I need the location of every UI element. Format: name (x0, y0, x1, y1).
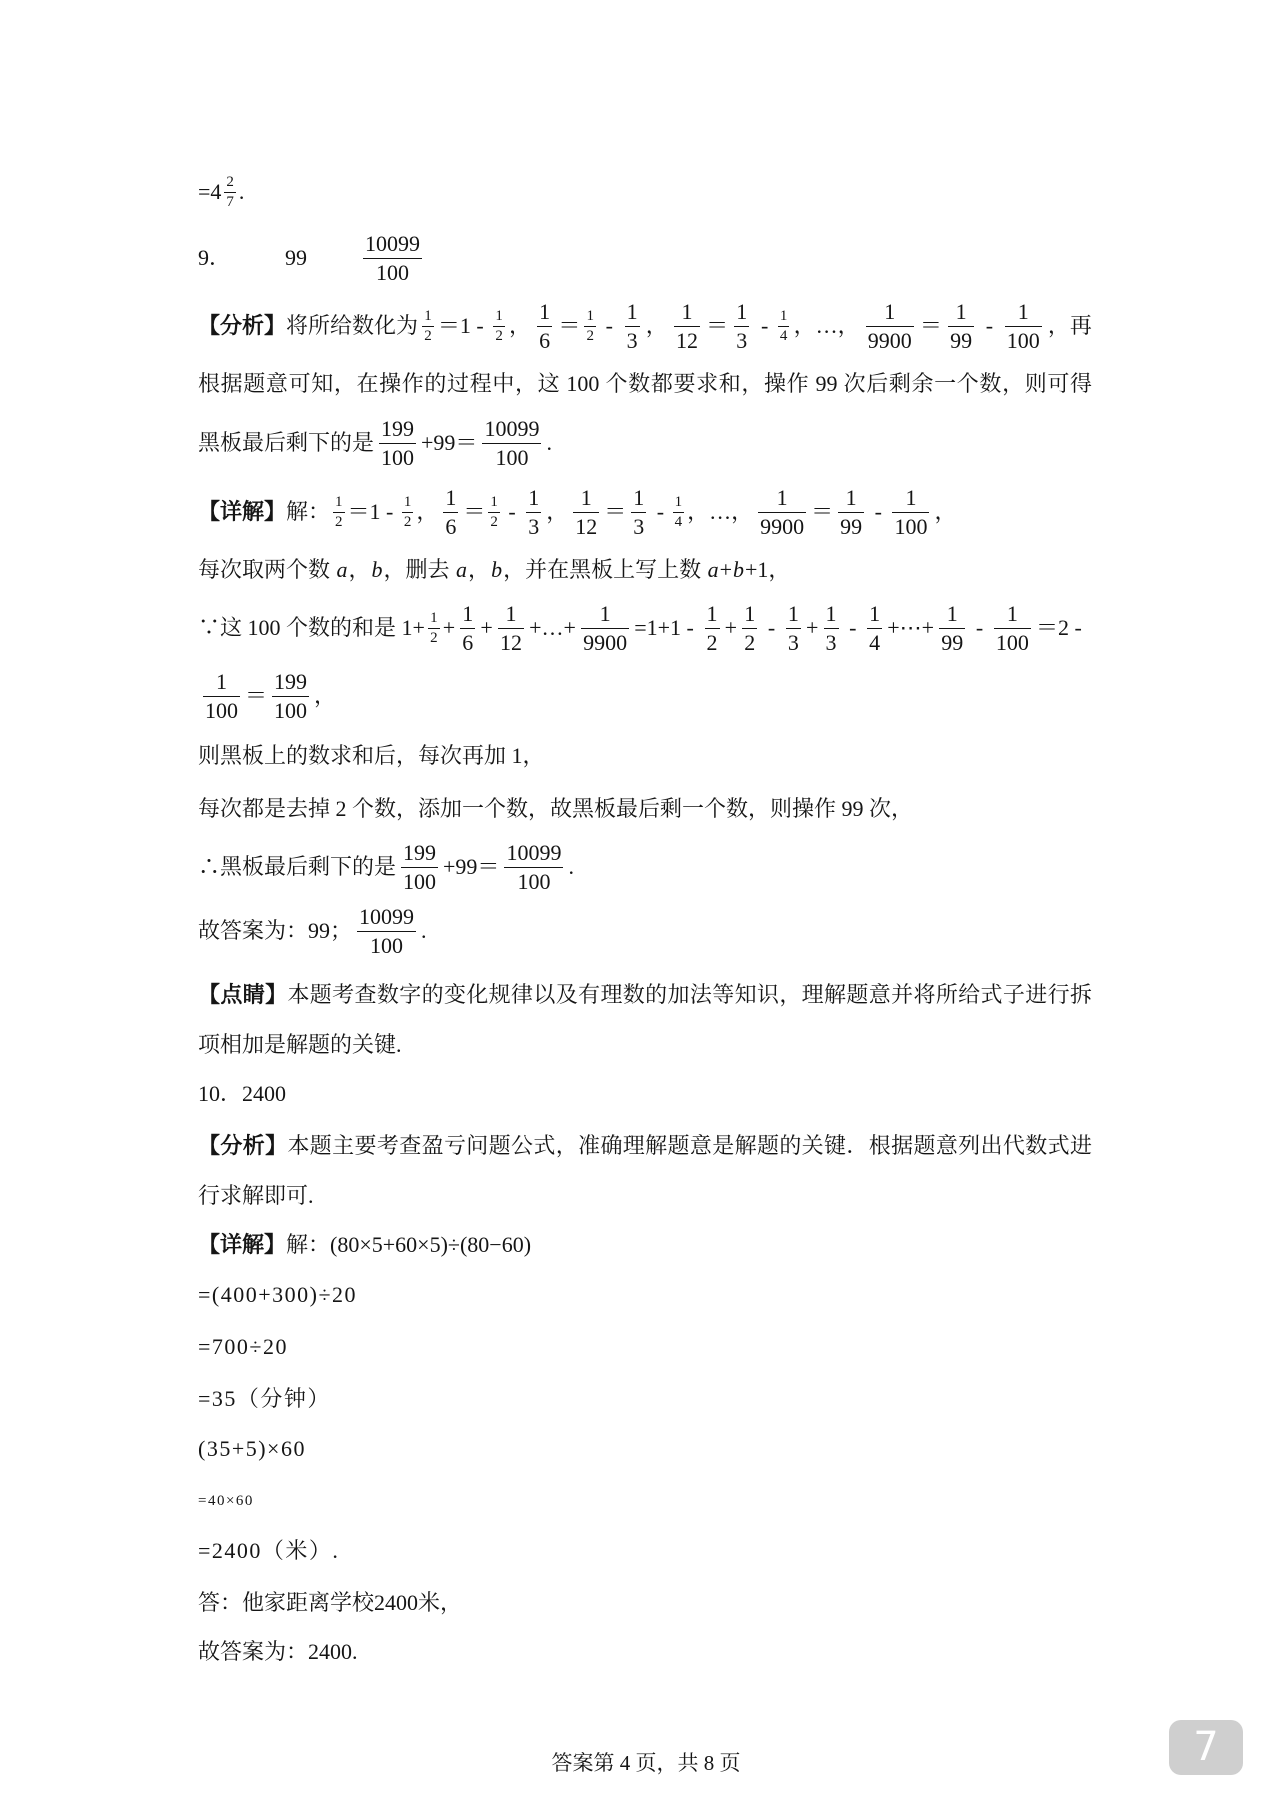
text-run: ＝ (919, 313, 942, 338)
text-run: ＝ (604, 499, 627, 524)
text-run: - (869, 499, 888, 524)
fraction-numerator: 1 (905, 484, 917, 510)
text-run: =4 (198, 179, 222, 204)
fraction-numerator: 1 (580, 484, 592, 510)
fraction-denominator: 3 (825, 629, 837, 655)
fraction (734, 298, 749, 353)
fraction-denominator: 100 (995, 629, 1029, 655)
q10-solution-line (198, 1419, 306, 1479)
text-run: - (762, 615, 781, 640)
text-run: - (843, 615, 862, 640)
fraction (824, 600, 839, 655)
text-run: ＝2 - (1035, 615, 1082, 640)
section-label: 【点睛】 (198, 982, 288, 1007)
fraction-denominator: 2 (490, 513, 498, 530)
text-run: 每次取两个数 (198, 557, 336, 582)
fraction-denominator: 99 (840, 513, 863, 539)
fraction-denominator: 100 (274, 697, 308, 723)
section-label: 【详解】 (198, 1232, 287, 1257)
text-run: ，…， (687, 499, 754, 524)
fraction-numerator: 1 (633, 484, 645, 510)
text-run: (35+5)×60 (198, 1436, 306, 1461)
fraction-numerator: 2 (226, 173, 234, 190)
fraction (443, 484, 458, 539)
fraction (363, 230, 422, 285)
text-run: ， (416, 499, 439, 524)
text-run: - (502, 499, 522, 524)
fraction-numerator: 1 (884, 298, 896, 324)
fraction (422, 309, 434, 344)
fraction-numerator: 1 (674, 493, 683, 510)
fraction (838, 484, 864, 539)
fraction-numerator: 1 (528, 484, 540, 510)
text-run: 根据题意可知，在操作的过程中，这 100 个数都要求和，操作 99 次后剩余一个数，则可得 (198, 371, 1092, 396)
math-variable: b (371, 557, 383, 582)
text-run: - (651, 499, 670, 524)
fraction-denominator: 6 (462, 629, 474, 655)
fraction (994, 600, 1031, 655)
fraction-denominator: 100 (482, 443, 541, 469)
fraction-numerator: 199 (381, 415, 415, 441)
text-run-body: 解：(80×5+60×5)÷(80−60) (286, 1232, 532, 1257)
text-run: . (421, 918, 427, 943)
fraction (203, 668, 240, 723)
fraction-denominator: 12 (575, 513, 598, 539)
text-run: ， (645, 313, 668, 338)
fraction-numerator: 10099 (365, 230, 421, 256)
fraction-denominator: 9900 (867, 327, 912, 353)
text-run: ＝ (558, 313, 581, 338)
fraction-denominator: 2 (335, 513, 343, 530)
section-label: 【分析】 (198, 1133, 288, 1158)
text-run: 故答案为：99； (198, 918, 353, 943)
fraction-denominator: 6 (445, 513, 457, 539)
fraction-numerator: 1 (430, 609, 438, 626)
text-run: ，再 (1047, 313, 1092, 338)
fraction-numerator: 1 (779, 307, 788, 324)
text-run-body: 本题主要考查盈亏问题公式，准确理解题意是解题的关键．根据题意列出代数式进 (287, 1133, 1092, 1158)
fraction-denominator: 100 (205, 697, 238, 723)
fraction-denominator: 100 (381, 444, 415, 470)
text-run: ，并在黑板上写上数 (503, 557, 707, 582)
math-variable: a (707, 557, 719, 582)
fraction-denominator: 3 (626, 327, 638, 353)
math-variable: a (336, 557, 348, 582)
fraction-denominator: 100 (403, 868, 437, 894)
q9-answer-line (198, 228, 427, 288)
fraction-numerator: 1 (586, 307, 594, 324)
fraction-numerator: 1 (776, 484, 788, 510)
fraction-numerator: 1 (539, 298, 551, 324)
fraction-denominator: 4 (869, 629, 881, 655)
fraction (272, 668, 309, 723)
fraction (778, 309, 790, 344)
text-run (198, 984, 1092, 1006)
fraction-numerator: 1 (462, 600, 474, 626)
fraction-numerator: 1 (216, 668, 227, 694)
text-run: 99 (285, 245, 308, 270)
fraction-numerator: 199 (403, 839, 437, 865)
fraction (401, 839, 438, 894)
text-run: 9． (198, 245, 232, 270)
fraction-denominator: 3 (528, 513, 540, 539)
fraction-numerator: 1 (706, 600, 718, 626)
fraction (758, 484, 806, 539)
section-label: 【详解】 (198, 499, 287, 524)
q10-solution-line (198, 1521, 339, 1581)
q9-analysis-line (198, 413, 552, 473)
fraction-numerator: 1 (736, 298, 748, 324)
text-run (198, 1135, 1092, 1157)
q9-solution-line (198, 598, 1082, 658)
text-run: ， (508, 313, 531, 338)
fraction (526, 484, 541, 539)
fraction (504, 839, 563, 894)
fraction (402, 495, 414, 530)
fraction (498, 600, 524, 655)
text-run: ＝ (811, 499, 834, 524)
text-run: =(400+300)÷20 (198, 1282, 358, 1307)
q9-final-answer-line (198, 901, 427, 961)
fraction-numerator: 1 (505, 600, 517, 626)
text-run-body: 解： (286, 499, 331, 524)
fraction-numerator: 10099 (506, 839, 562, 865)
fraction-denominator: 100 (357, 931, 416, 957)
fraction-denominator: 2 (430, 629, 438, 646)
text-run: + (719, 557, 732, 582)
fraction-numerator: 1 (825, 600, 837, 626)
q9-analysis-line (198, 296, 1092, 356)
fraction-denominator: 2 (706, 629, 718, 655)
fraction-denominator: 2 (495, 327, 503, 344)
fraction-denominator: 12 (499, 629, 522, 655)
fraction-numerator: 1 (787, 600, 799, 626)
fraction-numerator: 1 (490, 493, 498, 510)
text-run (198, 315, 418, 337)
fraction-denominator: 9900 (760, 513, 805, 539)
text-run: ， (468, 557, 491, 582)
text-run: 答：他家距离学校2400米， (198, 1590, 463, 1615)
text-run: +1， (745, 557, 791, 582)
text-run: 10．2400 (198, 1081, 287, 1106)
fraction-denominator: 100 (363, 258, 422, 284)
fraction-numerator: 1 (1006, 600, 1018, 626)
text-run: ， (348, 557, 371, 582)
text-run: ， (546, 499, 569, 524)
text-run: ，删去 (383, 557, 456, 582)
text-run: ＝ (706, 313, 729, 338)
fraction (742, 600, 757, 655)
text-run: 行求解即可. (198, 1183, 314, 1208)
fraction-numerator: 1 (424, 307, 432, 324)
fraction-denominator: 3 (633, 513, 645, 539)
text-run: ＝ (463, 499, 486, 524)
text-run: ＝1 - (437, 313, 490, 338)
text-run: ，…， (793, 313, 860, 338)
fraction (786, 600, 801, 655)
fraction-denominator: 100 (1006, 327, 1040, 353)
fraction-denominator: 3 (787, 629, 799, 655)
fraction (625, 298, 640, 353)
text-run: 则黑板上的数求和后，每次再加 1， (198, 743, 545, 768)
fraction (460, 600, 475, 655)
fraction (488, 495, 500, 530)
fraction-numerator: 199 (274, 668, 308, 694)
text-run: . (238, 179, 245, 204)
text-run-body: 将所给数化为 (286, 313, 419, 338)
text-run: 黑板最后剩下的是 (198, 430, 375, 455)
fraction (866, 298, 914, 353)
text-run: + (805, 615, 819, 640)
fraction-denominator: 2 (586, 327, 594, 344)
text-run (198, 501, 330, 523)
text-run: =35（分钟） (198, 1386, 331, 1411)
text-run: =40×60 (198, 1492, 254, 1509)
fraction (673, 495, 685, 530)
fraction (482, 415, 541, 470)
text-run: - (980, 313, 999, 338)
q8-result-line (198, 162, 244, 222)
page-number-badge: 7 (1169, 1720, 1243, 1775)
q10-answer-line (198, 1064, 286, 1124)
fraction-denominator: 100 (504, 867, 563, 893)
fraction (357, 903, 416, 958)
text-run: +⋯+ (887, 615, 935, 640)
fraction (224, 175, 236, 210)
text-run: + (480, 615, 493, 640)
text-run: 每次都是去掉 2 个数，添加一个数，故黑板最后剩一个数，则操作 99 次， (198, 796, 914, 821)
page-footer: 答案第 4 页，共 8 页 (551, 1751, 741, 1775)
fraction-numerator: 1 (744, 600, 756, 626)
fraction (705, 600, 720, 655)
fraction-numerator: 1 (403, 493, 412, 510)
text-run: ＝ (245, 683, 268, 708)
fraction (537, 298, 552, 353)
q10-solution-line (198, 1317, 288, 1377)
fraction-denominator: 4 (779, 327, 788, 344)
fraction-numerator: 1 (845, 484, 857, 510)
q9-solution-line (198, 482, 956, 542)
fraction-numerator: 1 (955, 298, 967, 324)
math-variable: b (491, 557, 503, 582)
fraction (939, 600, 965, 655)
text-run: - (970, 615, 989, 640)
q9-solution-line (198, 726, 545, 786)
fraction (428, 611, 440, 646)
fraction-denominator: 2 (403, 513, 412, 530)
fraction-numerator: 1 (495, 307, 503, 324)
text-run (198, 1234, 531, 1256)
text-run: 故答案为：2400. (198, 1639, 358, 1664)
fraction-numerator: 10099 (484, 415, 540, 441)
fraction-numerator: 1 (946, 600, 958, 626)
text-run: ＝1 - (347, 499, 399, 524)
fraction-numerator: 1 (681, 298, 693, 324)
fraction (581, 600, 629, 655)
text-run-body: 本题考查数字的变化规律以及有理数的加法等知识，理解题意并将所给式子进行拆 (287, 982, 1092, 1007)
text-run: +99＝ (443, 854, 500, 879)
text-run: =700÷20 (198, 1334, 288, 1359)
fraction (379, 415, 416, 470)
q10-solution-line (198, 1265, 357, 1325)
fraction-numerator: 1 (626, 298, 638, 324)
fraction-denominator: 100 (894, 513, 928, 539)
q9-solution-line (198, 540, 790, 600)
fraction-denominator: 99 (941, 629, 964, 655)
text-run: ， (314, 683, 337, 708)
text-run: ∵这 100 个数的和是 1+ (198, 615, 425, 640)
fraction (1005, 298, 1042, 353)
fraction-numerator: 10099 (359, 903, 415, 929)
q9-solution-line (198, 779, 913, 839)
fraction-denominator: 6 (539, 327, 551, 353)
math-variable: b (733, 557, 744, 582)
text-run: =1+1 - (634, 615, 700, 640)
text-run: . (568, 854, 574, 879)
fraction-numerator: 1 (445, 484, 457, 510)
fraction (584, 309, 596, 344)
fraction-denominator: 99 (950, 327, 973, 353)
fraction-numerator: 1 (599, 600, 611, 626)
text-run: ， (934, 499, 957, 524)
fraction (493, 309, 505, 344)
text-run: + (724, 615, 738, 640)
text-run: +99＝ (421, 430, 478, 455)
text-run: +…+ (529, 615, 576, 640)
fraction-numerator: 1 (869, 600, 881, 626)
fraction (674, 298, 700, 353)
text-run: . (546, 430, 552, 455)
fraction-numerator: 1 (335, 493, 343, 510)
fraction-denominator: 12 (675, 327, 698, 353)
q10-final-answer-line (198, 1622, 358, 1682)
fraction-denominator: 4 (674, 513, 683, 530)
fraction (948, 298, 974, 353)
text-run: + (442, 615, 456, 640)
text-run: =2400（米）. (198, 1538, 340, 1563)
fraction-denominator: 2 (744, 629, 756, 655)
fraction-denominator: 7 (226, 193, 234, 210)
text-run: 项相加是解题的关键. (198, 1032, 402, 1057)
q9-solution-line (198, 837, 574, 897)
fraction (333, 495, 345, 530)
text-run: ∴黑板最后剩下的是 (198, 854, 397, 879)
q9-analysis-line (198, 354, 1092, 414)
fraction-denominator: 3 (736, 327, 748, 353)
fraction-denominator: 9900 (583, 629, 628, 655)
math-variable: a (456, 557, 468, 582)
q9-solution-line (198, 666, 336, 726)
fraction (867, 600, 882, 655)
section-label: 【分析】 (198, 313, 287, 338)
fraction-numerator: 1 (1017, 298, 1029, 324)
fraction (892, 484, 929, 539)
fraction (631, 484, 646, 539)
fraction-denominator: 2 (424, 327, 432, 344)
q10-analysis-line (198, 1116, 1092, 1176)
text-run: - (600, 313, 619, 338)
text-run: - (755, 313, 774, 338)
fraction (573, 484, 599, 539)
